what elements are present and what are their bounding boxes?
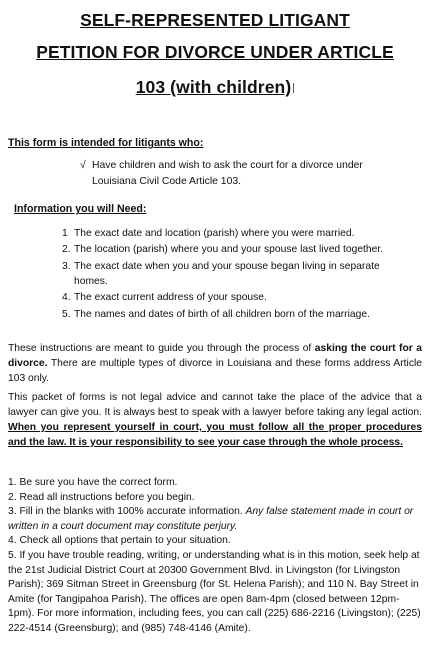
item-number: 1 — [62, 228, 68, 239]
para1-text-c: There are multiple types of divorce in Louisiana and these forms address Article 103 only. — [8, 358, 422, 384]
item-text: The location (parish) where you and your spouse last lived together. — [74, 244, 384, 256]
info-needed-item — [62, 307, 412, 322]
step-item — [8, 505, 422, 534]
steps-list — [8, 476, 422, 637]
document-title-line-2: PETITION FOR DIVORCE UNDER ARTICLE — [36, 42, 394, 62]
para2-text-a: This packet of forms is not legal advice and cannot take the place of the advice that a lawyer can give you. It is always best to speak with a lawyer before taking any legal action. — [8, 392, 422, 418]
info-needed-item — [62, 242, 412, 257]
info-needed-item — [62, 226, 412, 241]
item-text: The names and dates of birth of all children born of the marriage. — [74, 308, 370, 320]
para1-text-a: These instructions are meant to guide you through the process of — [8, 343, 315, 354]
step-3-text: 3. Fill in the blanks with 100% accurate information. — [8, 506, 246, 518]
intended-item-line-1: Have children and wish to ask the court for a divorce under — [92, 160, 363, 171]
instructions-paragraph — [8, 341, 422, 386]
step-item: 2. Read all instructions before you begin. — [8, 491, 195, 503]
info-needed-item — [62, 290, 412, 305]
item-text: The exact date when you and your spouse began living in separate homes. — [74, 260, 380, 287]
title-line-3-text: 103 (with children) — [135, 77, 292, 97]
intended-item — [80, 158, 400, 189]
item-text: The exact current address of your spouse. — [74, 292, 267, 304]
info-needed-list — [62, 226, 412, 323]
item-number: 5. — [62, 308, 71, 320]
legal-advice-paragraph — [8, 390, 422, 450]
item-number: 2. — [62, 244, 71, 256]
step-item: 1. Be sure you have the correct form. — [8, 477, 178, 488]
step-item: 5. If you have trouble reading, writing, or understanding what is in this motion, seek help at the 21st Judicial District Court at 20300 Government Blvd. in Livingston (for Livingston Parish); 369 Sitman Street in Greensburg (for St. Helena Parish); and 110 N. Bay Street in Amite (for Tangipahoa Parish). The offices are open 8am-4pm (closed between 12pm-1pm). For more information, including fees, you can call (225) 686-2216 (Livingston); (225) 222-4514 (Greensburg); and (985) 748-4146 (Amite). — [8, 549, 421, 634]
para2-emphasis: When you represent yourself in court, you must follow all the proper procedures and the law. It is your responsibility to see your case through the whole process. — [8, 422, 422, 448]
document-title-line-1: SELF-REPRESENTED LITIGANT — [80, 10, 350, 30]
item-number: 3. — [62, 260, 71, 272]
item-text: The exact date and location (parish) where you were married. — [74, 228, 355, 239]
item-number: 4. — [62, 292, 71, 304]
para1-emphasis: asking the court for a divorce. — [8, 343, 422, 369]
step-item: 4. Check all options that pertain to your situation. — [8, 535, 231, 547]
perjury-warning: Any false statement made in court or written in a court document may constitute perjury. — [8, 506, 414, 532]
title-trailing-mark — [293, 83, 294, 93]
checkmark-icon: √ — [80, 160, 86, 171]
info-needed-heading: Information you will Need: — [14, 203, 147, 215]
document-title-line-3 — [0, 77, 430, 98]
intended-heading: This form is intended for litigants who: — [8, 137, 204, 149]
intended-item-line-2: Louisiana Civil Code Article 103. — [92, 175, 242, 187]
info-needed-item — [62, 259, 412, 289]
